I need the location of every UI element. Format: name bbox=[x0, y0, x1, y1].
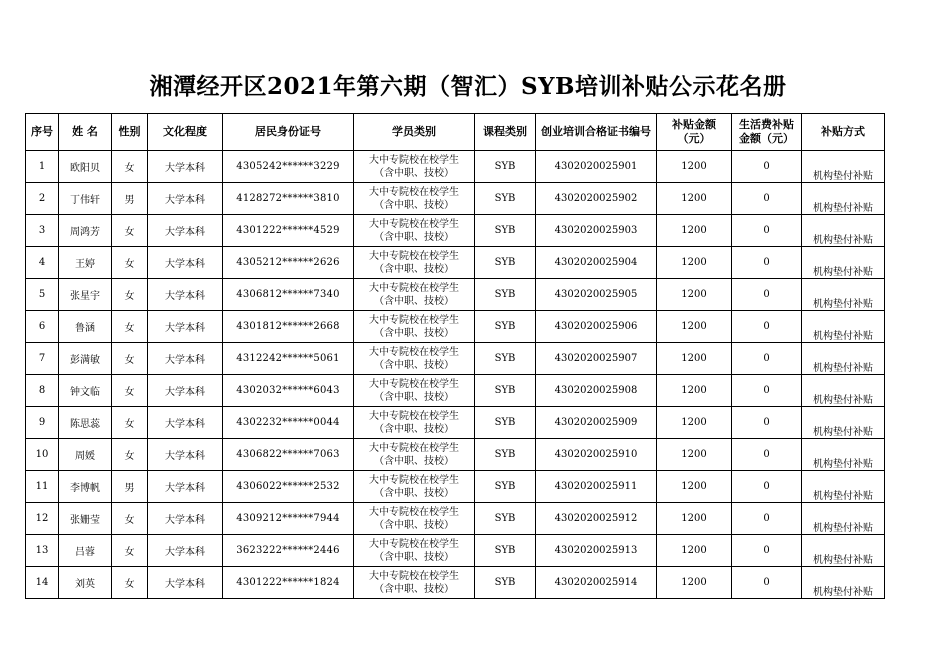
table-row bbox=[26, 567, 885, 599]
cell-education: 大学本科 bbox=[148, 439, 223, 471]
cell-subsidy-amount: 1200 bbox=[657, 439, 732, 471]
cell-education: 大学本科 bbox=[148, 535, 223, 567]
cell-seq: 3 bbox=[26, 215, 59, 247]
student-type-line1: 大中专院校在校学生 bbox=[369, 442, 459, 454]
table-row bbox=[26, 503, 885, 535]
cell-student-type bbox=[354, 375, 475, 407]
cell-living-subsidy: 0 bbox=[732, 311, 802, 343]
cell-payment-method: 机构垫付补贴 bbox=[802, 407, 885, 439]
cell-gender: 男 bbox=[112, 183, 148, 215]
cell-subsidy-amount: 1200 bbox=[657, 503, 732, 535]
table-row bbox=[26, 183, 885, 215]
cell-payment-method: 机构垫付补贴 bbox=[802, 311, 885, 343]
cell-living-subsidy: 0 bbox=[732, 503, 802, 535]
cell-education: 大学本科 bbox=[148, 279, 223, 311]
cell-id-number: 4128272******3810 bbox=[223, 183, 354, 215]
student-type-line1: 大中专院校在校学生 bbox=[369, 154, 459, 166]
cell-student-type bbox=[354, 183, 475, 215]
cell-name: 王婷 bbox=[59, 247, 112, 279]
table-row bbox=[26, 375, 885, 407]
cell-living-subsidy: 0 bbox=[732, 439, 802, 471]
cell-name: 鲁涵 bbox=[59, 311, 112, 343]
header-subsidy-amount: 补贴金额（元） bbox=[657, 114, 732, 151]
cell-subsidy-amount: 1200 bbox=[657, 343, 732, 375]
header-seq: 序号 bbox=[26, 114, 59, 151]
cell-subsidy-amount: 1200 bbox=[657, 279, 732, 311]
cell-seq: 5 bbox=[26, 279, 59, 311]
student-type-line2: （含中职、技校） bbox=[374, 295, 454, 307]
cell-name: 张姗莹 bbox=[59, 503, 112, 535]
header-row bbox=[26, 114, 885, 151]
student-type-line2: （含中职、技校） bbox=[374, 199, 454, 211]
cell-living-subsidy: 0 bbox=[732, 471, 802, 503]
cell-id-number: 4309212******7944 bbox=[223, 503, 354, 535]
cell-id-number: 4312242******5061 bbox=[223, 343, 354, 375]
cell-id-number: 4306812******7340 bbox=[223, 279, 354, 311]
cell-student-type bbox=[354, 311, 475, 343]
student-type-line2: （含中职、技校） bbox=[374, 391, 454, 403]
table-row bbox=[26, 247, 885, 279]
cell-payment-method: 机构垫付补贴 bbox=[802, 279, 885, 311]
cell-payment-method: 机构垫付补贴 bbox=[802, 375, 885, 407]
student-type-line1: 大中专院校在校学生 bbox=[369, 506, 459, 518]
cell-education: 大学本科 bbox=[148, 183, 223, 215]
cell-id-number: 4305242******3229 bbox=[223, 151, 354, 183]
cell-living-subsidy: 0 bbox=[732, 535, 802, 567]
cell-id-number: 4301222******4529 bbox=[223, 215, 354, 247]
cell-id-number: 4302032******6043 bbox=[223, 375, 354, 407]
cell-education: 大学本科 bbox=[148, 343, 223, 375]
cell-payment-method: 机构垫付补贴 bbox=[802, 567, 885, 599]
student-type-line2: （含中职、技校） bbox=[374, 231, 454, 243]
cell-course-type: SYB bbox=[475, 471, 536, 503]
cell-name: 周鸿芳 bbox=[59, 215, 112, 247]
roster-table bbox=[25, 113, 885, 599]
cell-seq: 10 bbox=[26, 439, 59, 471]
student-type-line2: （含中职、技校） bbox=[374, 423, 454, 435]
cell-course-type: SYB bbox=[475, 279, 536, 311]
cell-course-type: SYB bbox=[475, 183, 536, 215]
cell-seq: 2 bbox=[26, 183, 59, 215]
cell-name: 欧阳贝 bbox=[59, 151, 112, 183]
student-type-line2: （含中职、技校） bbox=[374, 583, 454, 595]
cell-payment-method: 机构垫付补贴 bbox=[802, 151, 885, 183]
table-row bbox=[26, 151, 885, 183]
cell-course-type: SYB bbox=[475, 535, 536, 567]
cell-name: 刘英 bbox=[59, 567, 112, 599]
cell-gender: 女 bbox=[112, 407, 148, 439]
cell-gender: 女 bbox=[112, 439, 148, 471]
cell-name: 李博帆 bbox=[59, 471, 112, 503]
cell-gender: 女 bbox=[112, 375, 148, 407]
cell-name: 丁伟轩 bbox=[59, 183, 112, 215]
cell-subsidy-amount: 1200 bbox=[657, 311, 732, 343]
cell-id-number: 4301812******2668 bbox=[223, 311, 354, 343]
cell-student-type bbox=[354, 503, 475, 535]
cell-student-type bbox=[354, 407, 475, 439]
cell-certificate-number: 4302020025909 bbox=[536, 407, 657, 439]
student-type-line1: 大中专院校在校学生 bbox=[369, 474, 459, 486]
table-row bbox=[26, 439, 885, 471]
cell-certificate-number: 4302020025910 bbox=[536, 439, 657, 471]
student-type-line2: （含中职、技校） bbox=[374, 327, 454, 339]
table-row bbox=[26, 215, 885, 247]
student-type-line1: 大中专院校在校学生 bbox=[369, 218, 459, 230]
cell-gender: 男 bbox=[112, 471, 148, 503]
student-type-line1: 大中专院校在校学生 bbox=[369, 282, 459, 294]
cell-education: 大学本科 bbox=[148, 247, 223, 279]
student-type-line1: 大中专院校在校学生 bbox=[369, 538, 459, 550]
cell-seq: 8 bbox=[26, 375, 59, 407]
page-title: 湘潭经开区2021年第六期（智汇）SYB培训补贴公示花名册 bbox=[149, 73, 787, 100]
cell-gender: 女 bbox=[112, 535, 148, 567]
cell-student-type bbox=[354, 343, 475, 375]
cell-gender: 女 bbox=[112, 343, 148, 375]
cell-subsidy-amount: 1200 bbox=[657, 247, 732, 279]
cell-student-type bbox=[354, 215, 475, 247]
student-type-line1: 大中专院校在校学生 bbox=[369, 314, 459, 326]
cell-payment-method: 机构垫付补贴 bbox=[802, 183, 885, 215]
table-row bbox=[26, 311, 885, 343]
cell-seq: 13 bbox=[26, 535, 59, 567]
student-type-line1: 大中专院校在校学生 bbox=[369, 378, 459, 390]
student-type-line2: （含中职、技校） bbox=[374, 167, 454, 179]
cell-payment-method: 机构垫付补贴 bbox=[802, 215, 885, 247]
cell-subsidy-amount: 1200 bbox=[657, 215, 732, 247]
cell-course-type: SYB bbox=[475, 375, 536, 407]
cell-student-type bbox=[354, 471, 475, 503]
student-type-line1: 大中专院校在校学生 bbox=[369, 410, 459, 422]
cell-seq: 14 bbox=[26, 567, 59, 599]
cell-id-number: 3623222******2446 bbox=[223, 535, 354, 567]
cell-course-type: SYB bbox=[475, 439, 536, 471]
student-type-line1: 大中专院校在校学生 bbox=[369, 570, 459, 582]
cell-certificate-number: 4302020025905 bbox=[536, 279, 657, 311]
cell-education: 大学本科 bbox=[148, 567, 223, 599]
cell-seq: 6 bbox=[26, 311, 59, 343]
cell-education: 大学本科 bbox=[148, 471, 223, 503]
cell-subsidy-amount: 1200 bbox=[657, 567, 732, 599]
cell-gender: 女 bbox=[112, 567, 148, 599]
cell-education: 大学本科 bbox=[148, 151, 223, 183]
cell-certificate-number: 4302020025904 bbox=[536, 247, 657, 279]
cell-living-subsidy: 0 bbox=[732, 375, 802, 407]
student-type-line2: （含中职、技校） bbox=[374, 487, 454, 499]
student-type-line2: （含中职、技校） bbox=[374, 455, 454, 467]
cell-education: 大学本科 bbox=[148, 503, 223, 535]
table-row bbox=[26, 343, 885, 375]
student-type-line1: 大中专院校在校学生 bbox=[369, 346, 459, 358]
cell-course-type: SYB bbox=[475, 503, 536, 535]
cell-education: 大学本科 bbox=[148, 311, 223, 343]
cell-course-type: SYB bbox=[475, 247, 536, 279]
cell-seq: 1 bbox=[26, 151, 59, 183]
table-row bbox=[26, 471, 885, 503]
cell-seq: 11 bbox=[26, 471, 59, 503]
cell-gender: 女 bbox=[112, 279, 148, 311]
cell-course-type: SYB bbox=[475, 151, 536, 183]
cell-living-subsidy: 0 bbox=[732, 407, 802, 439]
cell-certificate-number: 4302020025911 bbox=[536, 471, 657, 503]
cell-course-type: SYB bbox=[475, 311, 536, 343]
cell-subsidy-amount: 1200 bbox=[657, 183, 732, 215]
cell-living-subsidy: 0 bbox=[732, 215, 802, 247]
cell-gender: 女 bbox=[112, 215, 148, 247]
cell-education: 大学本科 bbox=[148, 215, 223, 247]
student-type-line2: （含中职、技校） bbox=[374, 551, 454, 563]
cell-certificate-number: 4302020025908 bbox=[536, 375, 657, 407]
student-type-line2: （含中职、技校） bbox=[374, 263, 454, 275]
table-row bbox=[26, 535, 885, 567]
cell-name: 钟文临 bbox=[59, 375, 112, 407]
cell-name: 彭满敏 bbox=[59, 343, 112, 375]
cell-certificate-number: 4302020025903 bbox=[536, 215, 657, 247]
cell-education: 大学本科 bbox=[148, 407, 223, 439]
student-type-line1: 大中专院校在校学生 bbox=[369, 250, 459, 262]
cell-student-type bbox=[354, 535, 475, 567]
header-course-type: 课程类别 bbox=[475, 114, 536, 151]
cell-name: 周媛 bbox=[59, 439, 112, 471]
cell-payment-method: 机构垫付补贴 bbox=[802, 247, 885, 279]
cell-student-type bbox=[354, 151, 475, 183]
cell-certificate-number: 4302020025913 bbox=[536, 535, 657, 567]
cell-id-number: 4301222******1824 bbox=[223, 567, 354, 599]
cell-payment-method: 机构垫付补贴 bbox=[802, 343, 885, 375]
cell-gender: 女 bbox=[112, 311, 148, 343]
cell-payment-method: 机构垫付补贴 bbox=[802, 439, 885, 471]
header-certificate-number: 创业培训合格证书编号 bbox=[536, 114, 657, 151]
cell-subsidy-amount: 1200 bbox=[657, 471, 732, 503]
header-id-number: 居民身份证号 bbox=[223, 114, 354, 151]
cell-education: 大学本科 bbox=[148, 375, 223, 407]
cell-course-type: SYB bbox=[475, 567, 536, 599]
cell-course-type: SYB bbox=[475, 215, 536, 247]
cell-certificate-number: 4302020025912 bbox=[536, 503, 657, 535]
student-type-line2: （含中职、技校） bbox=[374, 519, 454, 531]
cell-gender: 女 bbox=[112, 247, 148, 279]
cell-living-subsidy: 0 bbox=[732, 151, 802, 183]
table-row bbox=[26, 407, 885, 439]
cell-id-number: 4306822******7063 bbox=[223, 439, 354, 471]
cell-student-type bbox=[354, 567, 475, 599]
cell-payment-method: 机构垫付补贴 bbox=[802, 503, 885, 535]
cell-living-subsidy: 0 bbox=[732, 279, 802, 311]
cell-subsidy-amount: 1200 bbox=[657, 151, 732, 183]
cell-student-type bbox=[354, 439, 475, 471]
cell-living-subsidy: 0 bbox=[732, 247, 802, 279]
cell-seq: 4 bbox=[26, 247, 59, 279]
cell-living-subsidy: 0 bbox=[732, 567, 802, 599]
cell-subsidy-amount: 1200 bbox=[657, 535, 732, 567]
header-name: 姓 名 bbox=[59, 114, 112, 151]
cell-certificate-number: 4302020025907 bbox=[536, 343, 657, 375]
cell-certificate-number: 4302020025901 bbox=[536, 151, 657, 183]
cell-name: 张星宇 bbox=[59, 279, 112, 311]
cell-seq: 9 bbox=[26, 407, 59, 439]
cell-id-number: 4302232******0044 bbox=[223, 407, 354, 439]
cell-certificate-number: 4302020025906 bbox=[536, 311, 657, 343]
header-living-subsidy: 生活费补贴金额（元） bbox=[732, 114, 802, 151]
header-payment-method: 补贴方式 bbox=[802, 114, 885, 151]
header-education: 文化程度 bbox=[148, 114, 223, 151]
cell-certificate-number: 4302020025902 bbox=[536, 183, 657, 215]
cell-seq: 7 bbox=[26, 343, 59, 375]
table-row bbox=[26, 279, 885, 311]
cell-student-type bbox=[354, 247, 475, 279]
cell-living-subsidy: 0 bbox=[732, 343, 802, 375]
cell-payment-method: 机构垫付补贴 bbox=[802, 471, 885, 503]
cell-certificate-number: 4302020025914 bbox=[536, 567, 657, 599]
cell-payment-method: 机构垫付补贴 bbox=[802, 535, 885, 567]
cell-id-number: 4306022******2532 bbox=[223, 471, 354, 503]
cell-name: 陈思蕊 bbox=[59, 407, 112, 439]
cell-course-type: SYB bbox=[475, 343, 536, 375]
header-gender: 性别 bbox=[112, 114, 148, 151]
cell-name: 吕蓉 bbox=[59, 535, 112, 567]
student-type-line2: （含中职、技校） bbox=[374, 359, 454, 371]
cell-student-type bbox=[354, 279, 475, 311]
cell-living-subsidy: 0 bbox=[732, 183, 802, 215]
cell-subsidy-amount: 1200 bbox=[657, 375, 732, 407]
header-student-type: 学员类别 bbox=[354, 114, 475, 151]
cell-gender: 女 bbox=[112, 503, 148, 535]
cell-seq: 12 bbox=[26, 503, 59, 535]
cell-id-number: 4305212******2626 bbox=[223, 247, 354, 279]
cell-gender: 女 bbox=[112, 151, 148, 183]
cell-course-type: SYB bbox=[475, 407, 536, 439]
cell-subsidy-amount: 1200 bbox=[657, 407, 732, 439]
student-type-line1: 大中专院校在校学生 bbox=[369, 186, 459, 198]
